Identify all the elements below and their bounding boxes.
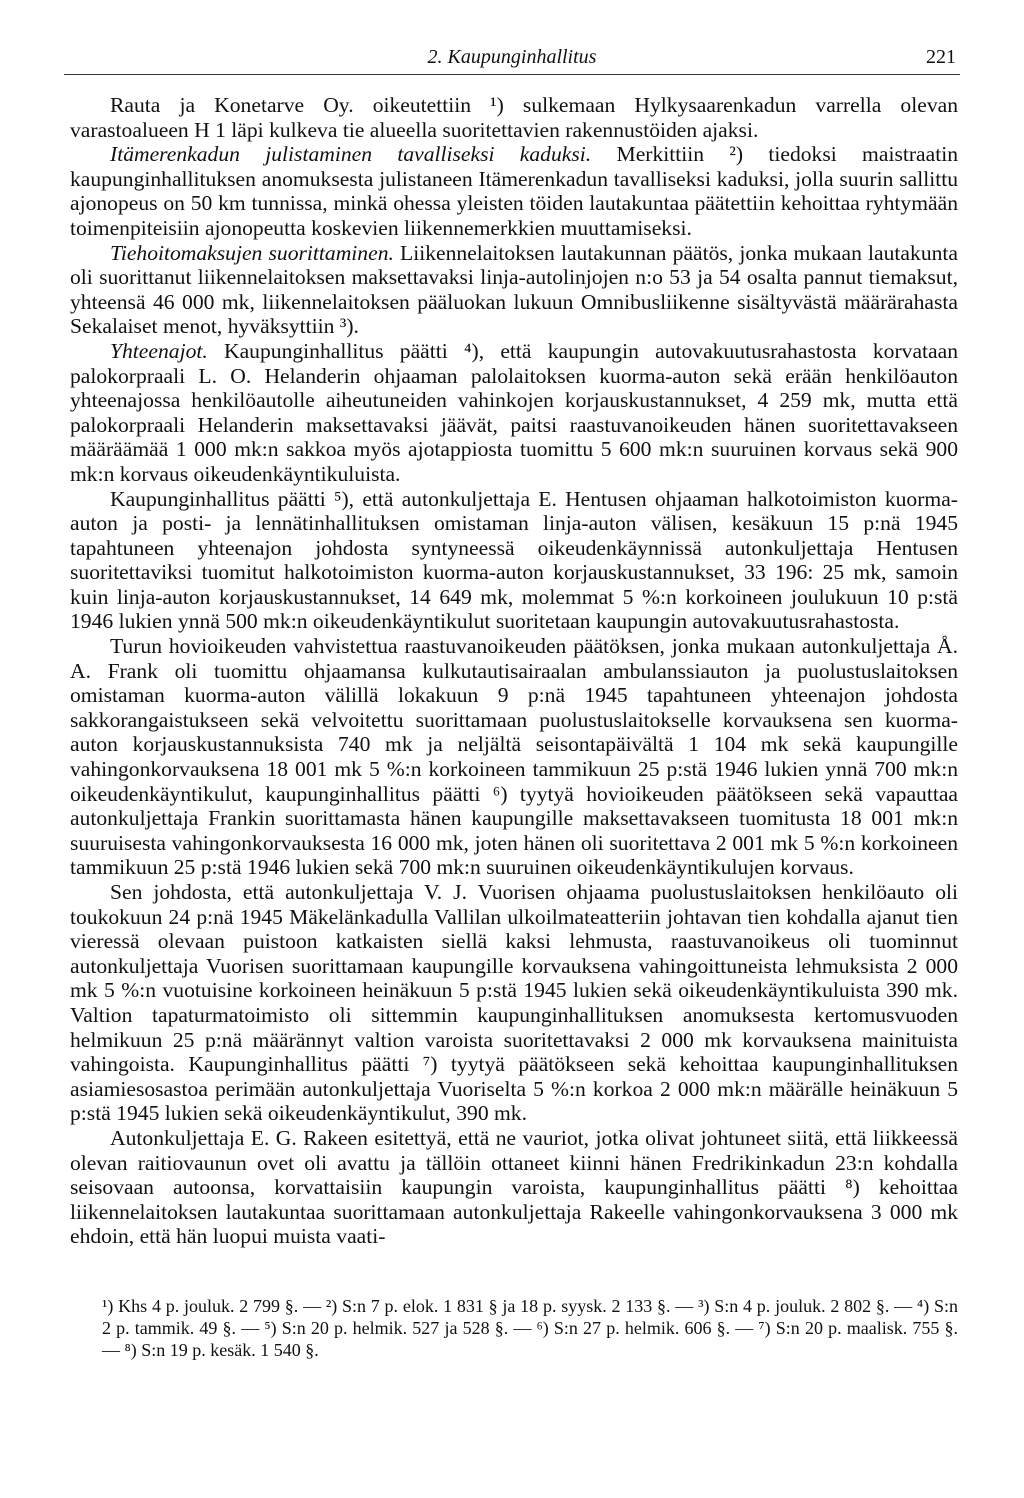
paragraph: Yhteenajot. Kaupunginhallitus päätti ⁴), että kaupungin autovakuutusrahastosta korvataan palokorpraali L. O. Helanderin ohjaaman palolaitoksen kuorma-auton sekä erään henkilöauton yhteenajossa henkilöautolle aiheutuneiden vahinkojen korjauskustannukset, 4 259 mk, mutta että palokorpraali Helanderin maksettavaksi jäävät, paitsi raastuvanoikeuden hänen suoritettavakseen määräämää 1 000 mk:n sakkoa myös ajotappiosta tuomittu 5 600 mk:n suuruinen korvaus sekä 900 mk:n korvaus oikeudenkäyntikuluista. xyxy=(70,338,958,486)
section-heading: Itämerenkadun julistaminen tavalliseksi kaduksi. xyxy=(110,142,592,167)
paragraph: Kaupunginhallitus päätti ⁵), että autonkuljettaja E. Hentusen ohjaaman halkotoimiston kuorma-auton ja posti- ja lennätinhallituksen omistaman linja-auton välisen, kesäkuun 15 p:nä 1945 tapahtuneen yhteenajon johdosta syntyneessä oikeudenkäynnissä autonkuljettaja Hentusen suoritettaviksi tuomitut halkotoimiston kuorma-auton korjauskustannukset, 33 196: 25 mk, samoin kuin linja-auton korjauskustannukset, 14 649 mk, molemmat 5 %:n korkoineen joulukuun 10 p:stä 1946 lukien ynnä 500 mk:n oikeudenkäyntikulut suoritetaan kaupungin autovakuutusrahastosta. xyxy=(70,486,958,634)
section-heading: Yhteenajot. xyxy=(110,338,208,363)
paragraph: Itämerenkadun julistaminen tavalliseksi kaduksi. Merkittiin ²) tiedoksi maistraatin kaupunginhallituksen anomuksesta julistaneen Itämerenkadun tavalliseksi kaduksi, jolla suurin sallittu ajonopeus on 50 km tunnissa, minkä ohessa yleisten töiden lautakuntaa päätettiin kehoittaa ryhtymään toimenpiteisiin ajonopeutta koskevien liikennemerkkien muuttamiseksi. xyxy=(70,142,958,240)
running-header xyxy=(64,44,960,75)
paragraph: Tiehoitomaksujen suorittaminen. Liikennelaitoksen lautakunnan päätös, jonka mukaan lautakunta oli suorittanut liikennelaitoksen maksettavaksi linja-autolinjojen n:o 53 ja 54 osalta pannut tiemaksut, yhteensä 46 000 mk, liikennelaitoksen pääluokan lukuun Omnibusliikenne sisältyvästä määrärahasta Sekalaiset menot, hyväksyttiin ³). xyxy=(70,240,958,339)
paragraph: Autonkuljettaja E. G. Rakeen esitettyä, että ne vauriot, jotka olivat johtuneet siitä, että liikkeessä olevan raitiovaunun ovet oli avattu ja tällöin ottaneet kiinni hänen Fredrikinkadun 23:n kohdalla seisovaan autoonsa, korvattaisiin kaupungin varoista, kaupunginhallitus päätti ⁸) kehoittaa liikennelaitoksen lautakuntaa suorittamaan autonkuljettaja Rakeelle vahingonkorvauksena 3 000 mk ehdoin, että hän luopui muista vaati- xyxy=(70,1125,958,1249)
footnotes xyxy=(102,1295,958,1361)
page-number: 221 xyxy=(926,46,956,68)
paragraph: Rauta ja Konetarve Oy. oikeutettiin ¹) sulkemaan Hylkysaarenkadun varrella olevan varastoalueen H 1 läpi kulkeva tie alueella suoritettavien rakennustöiden ajaksi. xyxy=(70,93,958,142)
body-text xyxy=(70,93,958,1249)
paragraph: Turun hovioikeuden vahvistettua raastuvanoikeuden päätöksen, jonka mukaan autonkuljettaja Å. A. Frank oli tuomittu ohjaamansa kulkutautisairaalan ambulanssiauton ja puolustuslaitoksen omistaman kuorma-auton välillä lokakuun 9 p:nä 1945 tapahtuneen yhteenajon johdosta sakkorangaistukseen sekä velvoitettu suorittamaan puolustuslaitokselle korvauksena sen kuorma-auton korjauskustannuksista 740 mk ja neljältä seisontapäivältä 1 104 mk sekä kaupungille vahingonkorvauksena 18 001 mk 5 %:n korkoineen tammikuun 25 p:stä 1946 lukien ynnä 700 mk:n oikeudenkäyntikulut, kaupunginhallitus päätti ⁶) tyytyä hovioikeuden päätökseen sekä vapauttaa autonkuljettaja Frankin suorittamasta hänen kaupungille maksettavakseen tuomitusta 18 001 mk:n suuruisesta vahingonkorvauksesta 16 000 mk, joten hänen oli suoritettava 2 001 mk 5 %:n korkoineen tammikuun 25 p:stä 1946 lukien sekä 700 mk:n suuruinen oikeudenkäyntikulujen korvaus. xyxy=(70,634,958,880)
paragraph: Sen johdosta, että autonkuljettaja V. J. Vuorisen ohjaama puolustuslaitoksen henkilöauto oli toukokuun 24 p:nä 1945 Mäkelänkadulla Vallilan ulkoilmateatteriin johtavan tien kohdalla ajanut tien vieressä olevaan puistoon katkaisten siellä kaksi lehmusta, raastuvanoikeus oli tuominnut autonkuljettaja Vuorisen suorittamaan kaupungille korvauksena vahingoittuneista lehmuksista 2 000 mk 5 %:n vuotuisine korkoineen heinäkuun 5 p:stä 1945 lukien sekä oikeudenkäyntikuluista 390 mk. Valtion tapaturmatoimisto oli sittemmin kaupunginhallituksen anomuksesta kertomusvuoden helmikuun 25 p:nä määrännyt valtion varoista suoritettavaksi 2 000 mk korvauksena mainituista vahingoista. Kaupunginhallitus päätti ⁷) tyytyä päätökseen sekä kehoittaa kaupunginhallituksen asiamiesosastoa perimään autonkuljettaja Vuoriselta 5 %:n korkoa 2 000 mk:n määrälle heinäkuun 5 p:stä 1945 lukien sekä oikeudenkäyntikulut, 390 mk. xyxy=(70,880,958,1126)
section-heading: Tiehoitomaksujen suorittaminen. xyxy=(110,240,394,265)
running-header-title: 2. Kaupunginhallitus xyxy=(427,46,597,68)
footnote-text: ¹) Khs 4 p. jouluk. 2 799 §. — ²) S:n 7 p. elok. 1 831 § ja 18 p. syysk. 2 133 §. — ³) S:n 4 p. jouluk. 2 802 §. — ⁴) S:n 2 p. tammik. 49 §. — ⁵) S:n 20 p. helmik. 527 ja 528 §. — ⁶) S:n 27 p. helmik. 606 §. — ⁷) S:n 20 p. maalisk. 755 §. — ⁸) S:n 19 p. kesäk. 1 540 §. xyxy=(102,1296,958,1360)
